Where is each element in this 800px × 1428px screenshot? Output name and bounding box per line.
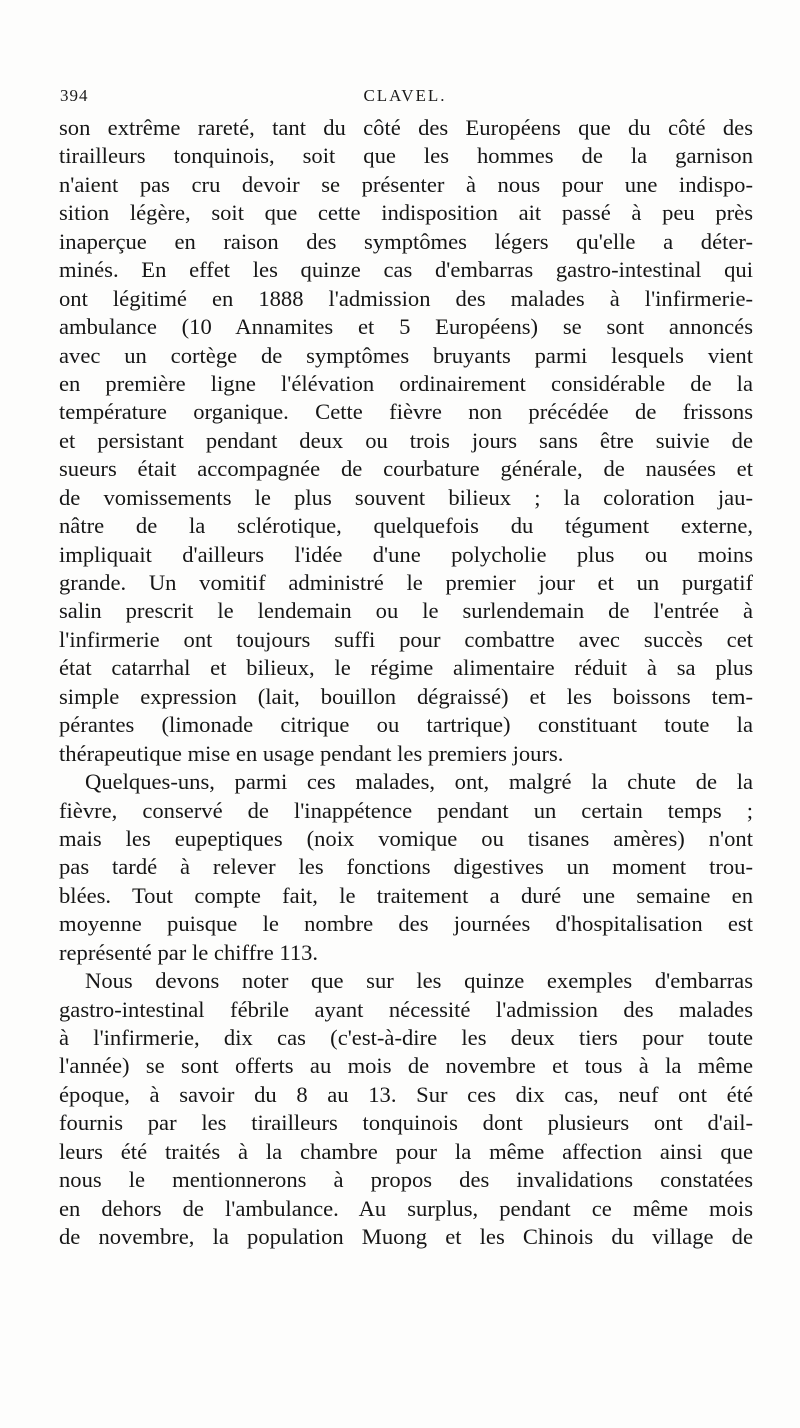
paragraph: [59, 114, 753, 768]
text-line: salin prescrit le lendemain ou le surlendemain de l'entrée à: [59, 598, 753, 624]
text-line: l'infirmerie ont toujours suffi pour combattre avec succès cet: [59, 626, 753, 652]
text-line: simple expression (lait, bouillon dégraissé) et les boissons tem-: [59, 683, 753, 709]
text-line: nâtre de la sclérotique, quelquefois du tégument externe,: [59, 513, 753, 539]
running-head: CLAVEL.: [363, 86, 447, 105]
paragraph: [59, 967, 753, 1251]
text-line: leurs été traités à la chambre pour la même affection ainsi que: [59, 1138, 753, 1164]
text-line: n'aient pas cru devoir se présenter à nous pour une indispo-: [59, 171, 753, 197]
text-line: avec un cortège de symptômes bruyants parmi lesquels vient: [59, 342, 753, 368]
page-header: [60, 86, 750, 110]
text-line: à l'infirmerie, dix cas (c'est-à-dire les deux tiers pour toute: [59, 1025, 753, 1050]
text-line: en dehors de l'ambulance. Au surplus, pendant ce même mois: [59, 1195, 753, 1221]
page-number: 394: [60, 86, 89, 105]
text-line: représenté par le chiffre 113.: [59, 939, 319, 965]
text-line: moyenne puisque le nombre des journées d'hospitalisation est: [59, 911, 753, 937]
text-line: l'année) se sont offerts au mois de novembre et tous à la même: [59, 1053, 753, 1079]
text-line: état catarrhal et bilieux, le régime alimentaire réduit à sa plus: [59, 655, 753, 681]
text-line: pas tardé à relever les fonctions digestives un moment trou-: [59, 854, 753, 880]
text-line: ambulance (10 Annamites et 5 Européens) se sont annoncés: [59, 314, 753, 340]
text-line: fournis par les tirailleurs tonquinois dont plusieurs ont d'ail-: [59, 1110, 753, 1136]
text-line: nous le mentionnerons à propos des invalidations constatées: [59, 1167, 753, 1193]
text-line: gastro-intestinal fébrile ayant nécessité l'admission des malades: [59, 996, 753, 1022]
paragraph: [59, 768, 753, 967]
text-line: thérapeutique mise en usage pendant les premiers jours.: [59, 740, 564, 766]
text-line: en première ligne l'élévation ordinairement considérable de la: [59, 370, 753, 396]
text-line: sueurs était accompagnée de courbature générale, de nausées et: [59, 456, 753, 482]
text-line: tirailleurs tonquinois, soit que les hommes de la garnison: [59, 143, 753, 169]
text-line: impliquait d'ailleurs l'idée d'une polycholie plus ou moins: [59, 541, 753, 567]
text-line: mais les eupeptiques (noix vomique ou tisanes amères) n'ont: [59, 825, 753, 851]
text-line: ont légitimé en 1888 l'admission des malades à l'infirmerie-: [59, 285, 753, 311]
text-line: inaperçue en raison des symptômes légers qu'elle a déter-: [59, 228, 753, 254]
text-line: fièvre, conservé de l'inappétence pendant un certain temps ;: [59, 797, 753, 823]
text-line: époque, à savoir du 8 au 13. Sur ces dix cas, neuf ont été: [59, 1081, 753, 1107]
text-line: minés. En effet les quinze cas d'embarras gastro-intestinal qui: [59, 257, 753, 283]
text-line: température organique. Cette fièvre non précédée de frissons: [59, 399, 753, 425]
text-line: de vomissements le plus souvent bilieux ; la coloration jau-: [59, 484, 753, 510]
text-line: grande. Un vomitif administré le premier jour et un purgatif: [59, 570, 753, 595]
text-line: son extrême rareté, tant du côté des Européens que du côté des: [59, 115, 753, 140]
text-line: pérantes (limonade citrique ou tartrique) constituant toute la: [59, 712, 753, 738]
text-line: de novembre, la population Muong et les Chinois du village de: [59, 1224, 753, 1250]
text-line: et persistant pendant deux ou trois jours sans être suivie de: [59, 427, 753, 453]
text-line: Nous devons noter que sur les quinze exemples d'embarras: [85, 968, 753, 994]
text-line: sition légère, soit que cette indisposition ait passé à peu près: [59, 200, 753, 226]
body-text: [59, 114, 753, 1252]
text-line: blées. Tout compte fait, le traitement a duré une semaine en: [59, 882, 753, 908]
text-line: Quelques-uns, parmi ces malades, ont, malgré la chute de la: [85, 769, 753, 795]
